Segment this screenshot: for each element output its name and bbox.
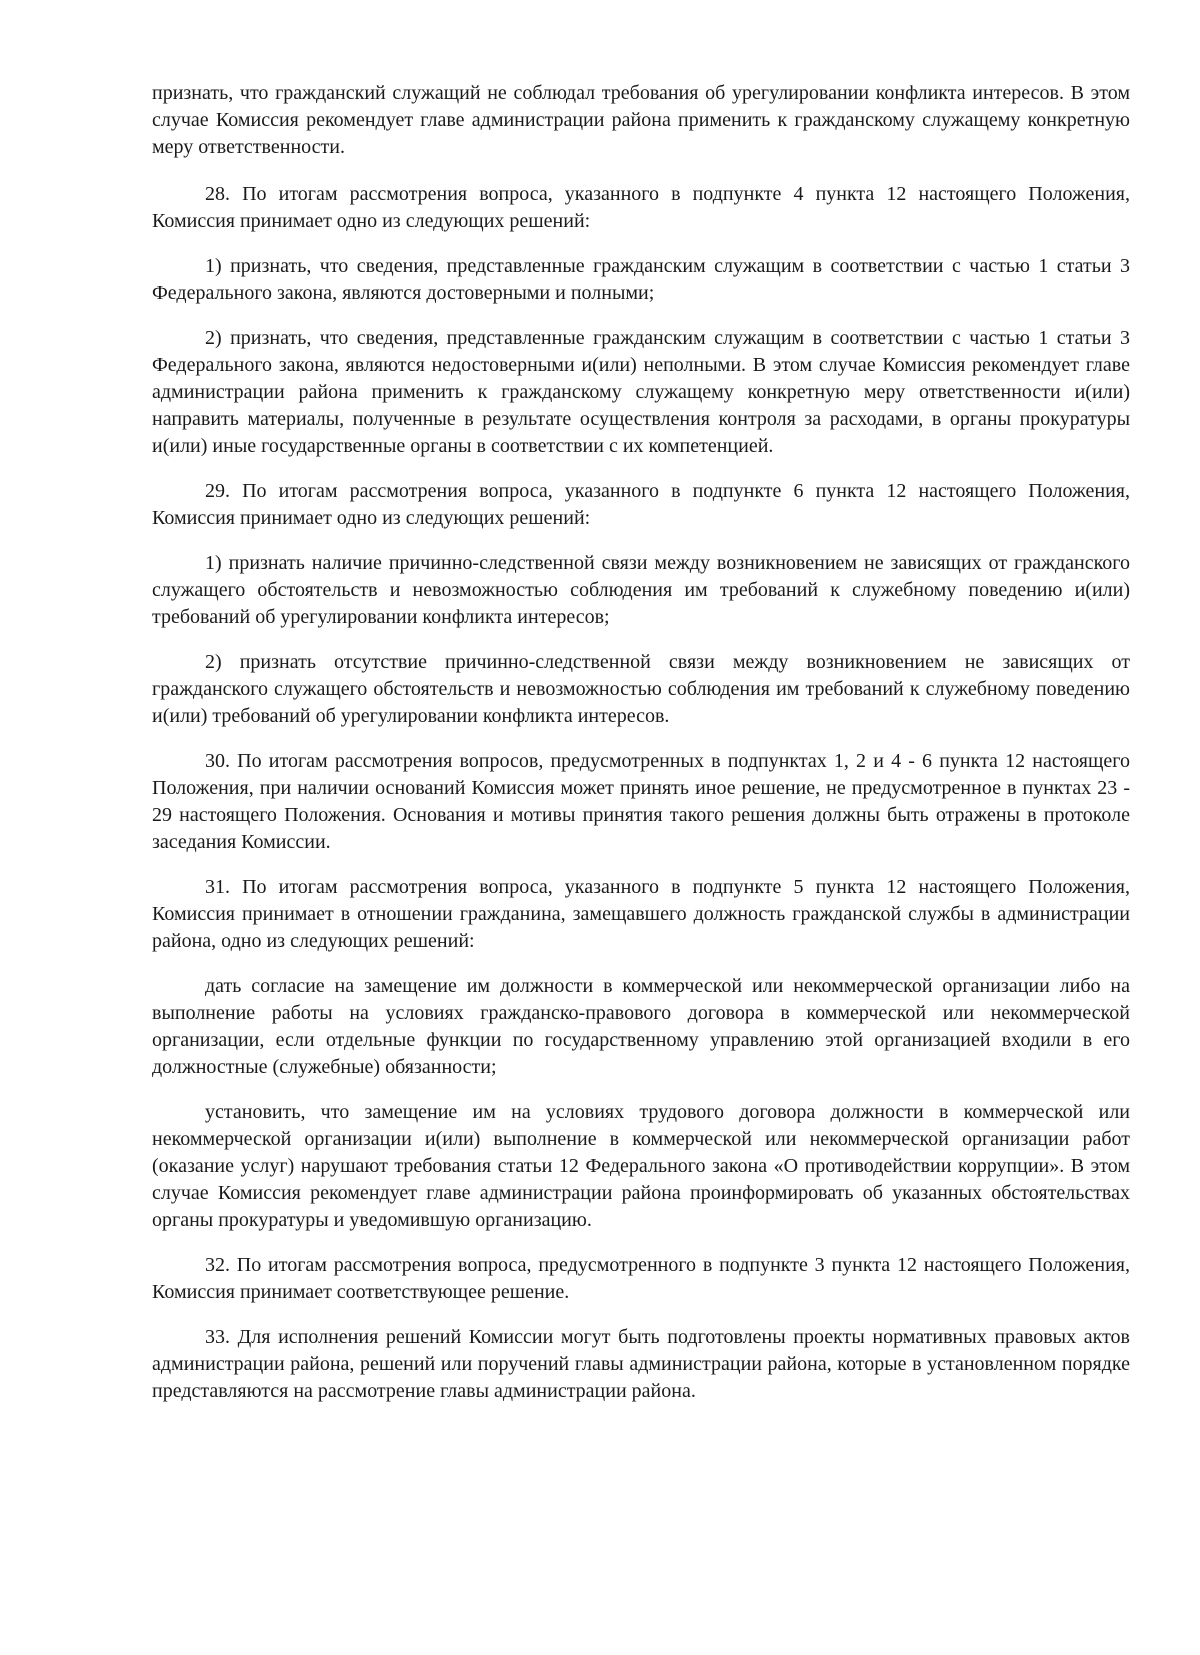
paragraph-28-item-1: 1) признать, что сведения, представленные гражданским служащим в соответствии с частью 1 статьи 3 Федерального закона, являются достоверными и полными; — [152, 255, 1130, 304]
paragraph-32: 32. По итогам рассмотрения вопроса, предусмотренного в подпункте 3 пункта 12 настоящего Положения, Комиссия принимает соответствующее решение. — [152, 1254, 1130, 1303]
paragraph-29: 29. По итогам рассмотрения вопроса, указанного в подпункте 6 пункта 12 настоящего Положения, Комиссия принимает одно из следующих решений: — [152, 480, 1130, 529]
paragraph-28: 28. По итогам рассмотрения вопроса, указанного в подпункте 4 пункта 12 настоящего Положения, Комиссия принимает одно из следующих решений: — [152, 183, 1130, 232]
paragraph-31: 31. По итогам рассмотрения вопроса, указанного в подпункте 5 пункта 12 настоящего Положения, Комиссия принимает в отношении гражданина, замещавшего должность гражданской службы в администрации района, одно из следующих решений: — [152, 876, 1130, 952]
paragraph-29-item-1: 1) признать наличие причинно-следственной связи между возникновением не зависящих от гражданского служащего обстоятельств и невозможностью соблюдения им требований к служебному поведению и(или) требований об урегулировании конфликта интересов; — [152, 552, 1130, 628]
paragraph-31-option-violation: установить, что замещение им на условиях трудового договора должности в коммерческой или некоммерческой организации и(или) выполнение в коммерческой или некоммерческой организации работ (оказание услуг) нарушают требования статьи 12 Федерального закона «О противодействии коррупции». В этом случае Комиссия рекомендует главе администрации района проинформировать об указанных обстоятельствах органы прокуратуры и уведомившую организацию. — [152, 1101, 1130, 1231]
paragraph-33: 33. Для исполнения решений Комиссии могут быть подготовлены проекты нормативных правовых актов администрации района, решений или поручений главы администрации района, которые в установленном порядке представляются на рассмотрение главы администрации района. — [152, 1326, 1130, 1402]
paragraph-28-item-2: 2) признать, что сведения, представленные гражданским служащим в соответствии с частью 1 статьи 3 Федерального закона, являются недостоверными и(или) неполными. В этом случае Комиссия рекомендует главе администрации района применить к гражданскому служащему конкретную меру ответственности и(или) направить материалы, полученные в результате осуществления контроля за расходами, в органы прокуратуры и(или) иные государственные органы в соответствии с их компетенцией. — [152, 327, 1130, 457]
paragraph-continuation: признать, что гражданский служащий не соблюдал требования об урегулировании конфликта интересов. В этом случае Комиссия рекомендует главе администрации района применить к гражданскому служащему конкретную меру ответственности. — [152, 82, 1130, 158]
document-page — [152, 80, 1130, 1423]
paragraph-30: 30. По итогам рассмотрения вопросов, предусмотренных в подпунктах 1, 2 и 4 - 6 пункта 12 настоящего Положения, при наличии оснований Комиссия может принять иное решение, не предусмотренное в пунктах 23 - 29 настоящего Положения. Основания и мотивы принятия такого решения должны быть отражены в протоколе заседания Комиссии. — [152, 750, 1130, 853]
paragraph-31-option-consent: дать согласие на замещение им должности в коммерческой или некоммерческой организации либо на выполнение работы на условиях гражданско-правового договора в коммерческой или некоммерческой организации, если отдельные функции по государственному управлению этой организацией входили в его должностные (служебные) обязанности; — [152, 975, 1130, 1078]
paragraph-29-item-2: 2) признать отсутствие причинно-следственной связи между возникновением не зависящих от гражданского служащего обстоятельств и невозможностью соблюдения им требований к служебному поведению и(или) требований об урегулировании конфликта интересов. — [152, 651, 1130, 727]
